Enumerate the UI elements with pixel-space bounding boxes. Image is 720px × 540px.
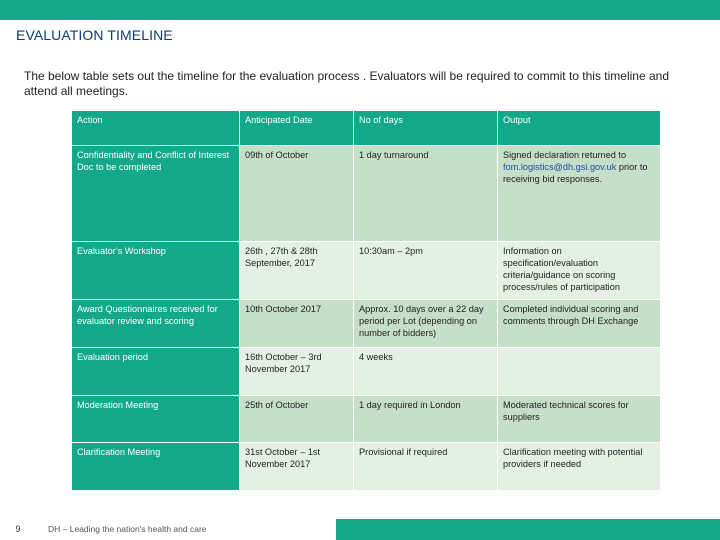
output-cell: Information on specification/evaluation criteria/guidance on scoring process/rules of participation <box>498 242 661 300</box>
days-cell: Provisional if required <box>354 443 498 491</box>
output-cell: Moderated technical scores for suppliers <box>498 396 661 443</box>
intro-paragraph: The below table sets out the timeline for the evaluation process . Evaluators will be required to commit to this timeline and attend all meetings. <box>24 69 669 98</box>
output-cell: Completed individual scoring and comments through DH Exchange <box>498 300 661 348</box>
table-header-row <box>72 111 661 146</box>
output-text: prior to receiving bid responses. <box>503 162 648 184</box>
table-row <box>72 443 661 491</box>
days-cell: 10:30am – 2pm <box>354 242 498 300</box>
days-cell: 1 day turnaround <box>354 146 498 242</box>
timeline-table <box>71 110 661 491</box>
action-cell: Confidentiality and Conflict of Interest Doc to be completed <box>72 146 240 242</box>
days-cell: 1 day required in London <box>354 396 498 443</box>
header-no-of-days: No of days <box>354 111 498 146</box>
email-link[interactable]: fom.logistics@dh.gsi.gov.uk <box>503 162 617 172</box>
date-cell: 26th , 27th & 28th September, 2017 <box>240 242 354 300</box>
header-output: Output <box>498 111 661 146</box>
date-cell: 16th October – 3rd November 2017 <box>240 348 354 396</box>
action-cell: Evaluator's Workshop <box>72 242 240 300</box>
date-cell: 09th of October <box>240 146 354 242</box>
action-cell: Moderation Meeting <box>72 396 240 443</box>
header-bar <box>0 0 720 20</box>
header-anticipated-date: Anticipated Date <box>240 111 354 146</box>
days-cell: 4 weeks <box>354 348 498 396</box>
table-row <box>72 348 661 396</box>
action-cell: Evaluation period <box>72 348 240 396</box>
page-title: EVALUATION TIMELINE <box>16 27 173 43</box>
footer-tagline: DH – Leading the nation's health and care <box>36 519 336 540</box>
days-cell: Approx. 10 days over a 22 day period per Lot (depending on number of bidders) <box>354 300 498 348</box>
date-cell: 10th October 2017 <box>240 300 354 348</box>
action-cell: Clarification Meeting <box>72 443 240 491</box>
output-cell <box>498 146 661 242</box>
header-action: Action <box>72 111 240 146</box>
action-cell: Award Questionnaires received for evaluator review and scoring <box>72 300 240 348</box>
table-row <box>72 300 661 348</box>
output-cell: Clarification meeting with potential providers if needed <box>498 443 661 491</box>
page-number: 9 <box>0 519 36 540</box>
table-row <box>72 396 661 443</box>
date-cell: 31st October – 1st November 2017 <box>240 443 354 491</box>
output-cell <box>498 348 661 396</box>
output-text: Signed declaration returned to <box>503 150 627 160</box>
table-row <box>72 242 661 300</box>
date-cell: 25th of October <box>240 396 354 443</box>
table-row <box>72 146 661 242</box>
